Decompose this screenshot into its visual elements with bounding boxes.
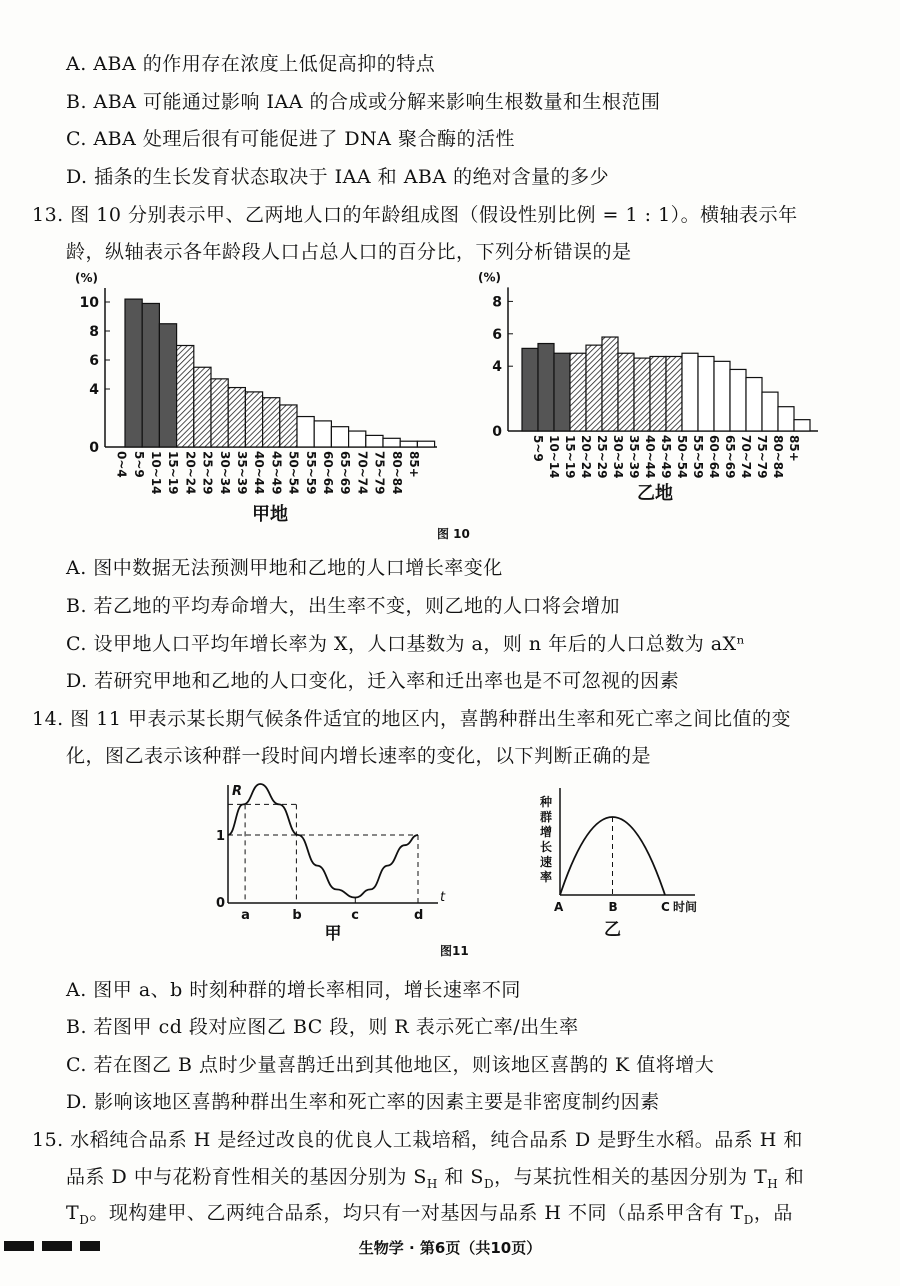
bar xyxy=(762,392,778,431)
figure-11-caption: 图11 xyxy=(440,944,469,958)
x-tick-label: 55~59 xyxy=(303,451,318,495)
x-tick-label: 20~24 xyxy=(579,435,593,479)
q14-stem-line1: 14. 图 11 甲表示某长期气候条件适宜的地区内，喜鹊种群出生率和死亡率之间比值的变 xyxy=(32,708,792,730)
bar xyxy=(666,356,682,431)
x-tick-label: 15~19 xyxy=(166,451,181,495)
x-tick-label: 70~74 xyxy=(739,435,753,479)
bar xyxy=(331,427,348,447)
chart-yi-growth-rate xyxy=(530,780,760,940)
x-tick-label: 15~19 xyxy=(563,435,577,479)
x-tick-label: 10~14 xyxy=(547,435,561,479)
x-tick-label: 30~34 xyxy=(217,451,232,495)
bar xyxy=(177,346,194,448)
y-axis-label-char: 速 xyxy=(540,855,553,869)
bar xyxy=(211,379,228,447)
x-tick-label: 65~69 xyxy=(338,451,353,495)
x-tick-label: 50~54 xyxy=(675,435,689,479)
y-tick-label: 0 xyxy=(216,896,226,911)
chart-title: 乙 xyxy=(604,920,621,940)
x-tick-label: 65~69 xyxy=(723,435,737,479)
bar xyxy=(417,441,434,447)
x-tick-label: 55~59 xyxy=(691,435,705,479)
y-tick-label: 10 xyxy=(79,295,99,311)
bar xyxy=(159,324,176,447)
x-mark-label: B xyxy=(608,900,618,914)
x-axis-label: 时间 xyxy=(673,900,698,914)
chart-jia-di xyxy=(60,271,460,525)
q12-option-a: A. ABA 的作用存在浓度上低促高抑的特点 xyxy=(66,53,436,75)
page-footer xyxy=(0,1233,900,1263)
y-axis-label-char: 种 xyxy=(540,795,553,809)
y-tick-label: 8 xyxy=(89,324,99,340)
bar xyxy=(570,353,586,431)
bar xyxy=(400,441,417,447)
x-mark-label: C xyxy=(661,900,670,914)
chart-title: 甲地 xyxy=(252,504,288,525)
x-tick-label: 80~84 xyxy=(771,435,785,479)
bar xyxy=(263,398,280,447)
y-axis-label-char: 长 xyxy=(540,840,553,854)
q14-option-b: B. 若图甲 cd 段对应图乙 BC 段，则 R 表示死亡率/出生率 xyxy=(66,1016,579,1038)
x-tick-label: 40~44 xyxy=(643,435,657,479)
q12-option-b: B. ABA 可能通过影响 IAA 的合成或分解来影响生根数量和生根范围 xyxy=(66,91,661,113)
q14-option-a: A. 图甲 a、b 时刻种群的增长率相同，增长速率不同 xyxy=(66,979,521,1001)
y-tick-label: 6 xyxy=(492,326,502,343)
figure-10-caption: 图 10 xyxy=(437,527,470,541)
q14-option-d: D. 影响该地区喜鹊种群出生率和死亡率的因素主要是非密度制约因素 xyxy=(66,1091,660,1113)
bar xyxy=(280,405,297,447)
x-mark-label: c xyxy=(351,908,360,923)
y-tick-label: 4 xyxy=(89,382,99,398)
x-tick-label: 45~49 xyxy=(269,451,284,495)
series-line xyxy=(228,784,418,898)
y-axis-label-char: 增 xyxy=(540,825,553,839)
bar xyxy=(682,353,698,431)
bar xyxy=(746,378,762,431)
x-axis-label: t xyxy=(440,890,446,905)
y-axis-label-char: 群 xyxy=(540,810,553,824)
x-tick-label: 70~74 xyxy=(355,451,370,495)
bar xyxy=(730,369,746,431)
q15-line3: $T_D$。现构建甲、乙两纯合品系，均只有一对基因与品系 H 不同（品系甲含有 $T_D$，品 xyxy=(66,1202,793,1227)
bar xyxy=(297,417,314,447)
x-tick-label: 5~9 xyxy=(531,435,545,462)
x-tick-label: 25~29 xyxy=(200,451,215,495)
q12-option-c: C. ABA 处理后很有可能促进了 DNA 聚合酶的活性 xyxy=(66,128,516,150)
chart-jia-r-curve xyxy=(190,775,450,944)
x-tick-label: 60~64 xyxy=(707,435,721,479)
x-tick-label: 35~39 xyxy=(235,451,249,495)
y-tick-label: 6 xyxy=(89,353,99,369)
y-axis-label-char: 率 xyxy=(540,870,553,884)
x-tick-label: 30~34 xyxy=(611,435,625,479)
x-tick-label: 50~54 xyxy=(286,451,301,495)
x-tick-label: 35~39 xyxy=(627,435,641,479)
bar xyxy=(794,420,810,431)
bar xyxy=(245,392,262,447)
chart-yi-di xyxy=(470,270,830,510)
y-tick-label: 0 xyxy=(89,440,99,456)
q13-option-d: D. 若研究甲地和乙地的人口变化，迁入率和迁出率也是不可忽视的因素 xyxy=(66,670,680,692)
x-tick-label: 80~84 xyxy=(389,451,404,495)
x-tick-label: 20~24 xyxy=(183,451,198,495)
x-tick-label: 5~9 xyxy=(131,451,146,478)
bar xyxy=(366,435,383,447)
q13-option-c: C. 设甲地人口平均年增长率为 X，人口基数为 a，则 n 年后的人口总数为 aXⁿ xyxy=(66,633,746,655)
x-tick-label: 10~14 xyxy=(149,451,163,495)
bar xyxy=(650,356,666,431)
x-mark-label: A xyxy=(554,900,564,914)
x-mark-label: b xyxy=(292,908,302,923)
y-tick-label: 8 xyxy=(492,294,502,311)
bar xyxy=(522,348,538,431)
bar xyxy=(142,303,159,447)
bar xyxy=(125,299,142,447)
bar xyxy=(194,367,211,447)
q14-stem-line2: 化，图乙表示该种群一段时间内增长速率的变化，以下判断正确的是 xyxy=(66,745,652,767)
x-tick-label: 25~29 xyxy=(595,435,609,479)
y-tick-label: 0 xyxy=(492,424,502,440)
x-tick-label: 60~64 xyxy=(321,451,335,495)
bar xyxy=(538,344,554,431)
bar xyxy=(714,361,730,431)
q13-stem-line1: 13. 图 10 分别表示甲、乙两地人口的年龄组成图（假设性别比例 = 1 : 1）。横轴表示年 xyxy=(32,204,798,226)
bar xyxy=(634,358,650,431)
y-axis-unit: (%) xyxy=(478,270,501,285)
y-axis-label: R xyxy=(232,784,243,799)
bar xyxy=(554,353,570,431)
bar xyxy=(586,345,602,431)
bar xyxy=(228,388,245,447)
y-tick-label: 1 xyxy=(216,829,226,844)
bar xyxy=(698,356,714,431)
bar xyxy=(383,438,400,447)
x-tick-label: 75~79 xyxy=(755,435,769,479)
x-tick-label: 85+ xyxy=(787,435,801,462)
bar xyxy=(314,421,331,447)
x-tick-label: 40~44 xyxy=(252,451,267,495)
q13-option-b: B. 若乙地的平均寿命增大，出生率不变，则乙地的人口将会增加 xyxy=(66,595,621,617)
x-tick-label: 85+ xyxy=(407,451,421,478)
y-tick-label: 4 xyxy=(492,359,502,376)
x-tick-label: 0~4 xyxy=(114,451,129,478)
x-mark-label: a xyxy=(241,908,250,923)
q12-option-d: D. 插条的生长发育状态取决于 IAA 和 ABA 的绝对含量的多少 xyxy=(66,166,610,188)
q15-line2: 品系 D 中与花粉育性相关的基因分别为 $S_H$ 和 $S_D$，与某抗性相关的基因分别为 $T_H$ 和 xyxy=(66,1166,805,1191)
q14-option-c: C. 若在图乙 B 点时少量喜鹊迁出到其他地区，则该地区喜鹊的 K 值将增大 xyxy=(66,1054,715,1076)
bar xyxy=(778,407,794,431)
q13-stem-line2: 龄，纵轴表示各年龄段人口占总人口的百分比，下列分析错误的是 xyxy=(66,241,632,263)
chart-title: 乙地 xyxy=(637,483,673,504)
bar xyxy=(349,431,366,447)
chart-title: 甲 xyxy=(324,924,342,944)
q13-option-a: A. 图中数据无法预测甲地和乙地的人口增长率变化 xyxy=(66,557,503,579)
x-tick-label: 75~79 xyxy=(372,451,387,495)
bar xyxy=(602,337,618,431)
q15-line1: 15. 水稻纯合品系 H 是经过改良的优良人工栽培稻，纯合品系 D 是野生水稻。品系 H 和 xyxy=(32,1129,803,1151)
page-number: 生物学 · 第6页（共10页） xyxy=(358,1239,542,1257)
x-tick-label: 45~49 xyxy=(659,435,673,479)
bar xyxy=(618,353,634,431)
y-axis-unit: (%) xyxy=(75,271,98,285)
x-mark-label: d xyxy=(414,908,424,923)
